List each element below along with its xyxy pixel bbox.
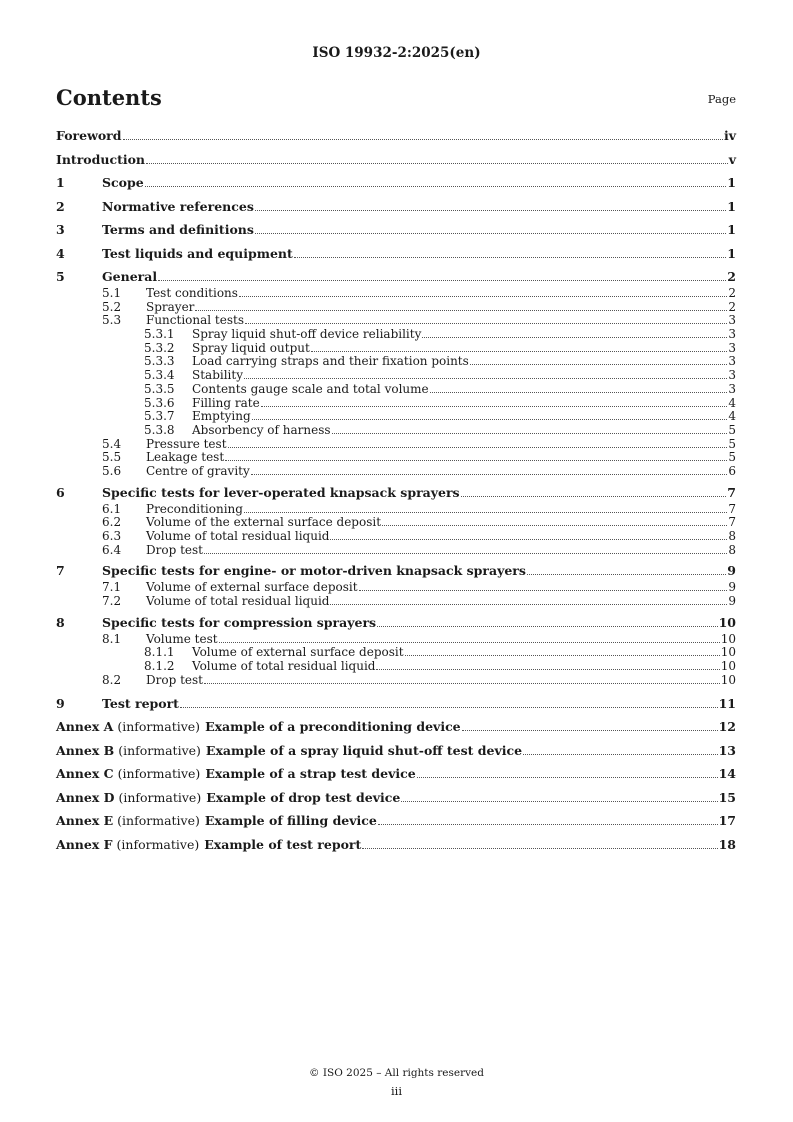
toc-entry-page: 8: [728, 542, 736, 557]
dot-leader: [204, 553, 727, 554]
toc-entry-number: 5.4: [102, 436, 122, 451]
toc-entry-page: 1: [727, 175, 736, 190]
toc-entry-number: 8: [56, 614, 65, 630]
toc-entry-page: 6: [728, 463, 736, 478]
dot-leader: [311, 351, 728, 352]
toc-entry-title: Normative references: [102, 198, 254, 214]
toc-entry-5-4[interactable]: [56, 438, 736, 452]
document-id: ISO 19932-2:2025(en): [312, 45, 481, 61]
toc-entry-5-6[interactable]: [56, 465, 736, 479]
dot-leader: [417, 777, 718, 778]
toc-entry-title: Load carrying straps and their fixation points: [192, 354, 469, 369]
toc-entry-number: 5.3: [102, 313, 122, 328]
toc-entry-number: 5.2: [102, 299, 122, 314]
dot-leader: [251, 474, 728, 475]
toc-entry-number: 5.3.3: [144, 354, 175, 369]
toc-entry-page: 9: [728, 580, 736, 595]
toc-entry-number: 5.3.1: [144, 327, 175, 342]
spacer: [56, 688, 736, 696]
dot-leader: [123, 139, 723, 140]
toc-entry-page: 11: [718, 695, 736, 711]
toc-entry-page: 14: [718, 766, 736, 781]
annex-type: (informative): [117, 766, 201, 781]
dot-leader: [245, 323, 727, 324]
toc-entry-annex-b[interactable]: [56, 743, 736, 767]
toc-entry-title: Foreword: [56, 128, 122, 143]
table-of-contents: [56, 128, 736, 860]
toc-entry-page: 10: [720, 672, 736, 687]
toc-entry-number: 5.3.8: [144, 422, 175, 437]
dot-leader: [145, 186, 727, 187]
dot-leader: [294, 257, 727, 258]
toc-entry-number: 5.3.7: [144, 409, 175, 424]
toc-entry-number: 5: [56, 269, 65, 284]
toc-entry-page: 15: [718, 789, 736, 805]
annex-key: Annex E: [56, 813, 114, 828]
dot-leader: [527, 574, 726, 575]
toc-entry-title: Volume of external surface deposit: [146, 580, 358, 595]
toc-entry-clause-3[interactable]: [56, 222, 736, 246]
toc-entry-title: Example of test report: [204, 836, 362, 852]
page-column-label: Page: [707, 92, 736, 106]
toc-entry-page: 10: [720, 645, 736, 660]
toc-entry-6-4[interactable]: [56, 544, 736, 558]
dot-leader: [204, 683, 720, 684]
dot-leader: [332, 433, 728, 434]
toc-entry-annex-e[interactable]: [56, 813, 736, 837]
dot-leader: [377, 626, 718, 627]
toc-entry-page: 8: [728, 529, 736, 543]
annex-key: Annex A: [56, 719, 114, 734]
toc-entry-5-3-6[interactable]: [56, 397, 736, 411]
toc-entry-title: Test conditions: [146, 286, 238, 300]
toc-entry-title: Example of drop test device: [206, 789, 401, 805]
dot-leader: [462, 730, 718, 731]
toc-entry-title: Introduction: [56, 151, 146, 167]
dot-leader: [219, 642, 720, 643]
toc-entry-number: 7.1: [102, 580, 122, 595]
toc-entry-number: 5.3.2: [144, 340, 175, 355]
toc-entry-foreword[interactable]: [56, 128, 736, 152]
toc-entry-annex-c[interactable]: [56, 766, 736, 790]
toc-entry-8-1-2[interactable]: [56, 660, 736, 674]
toc-entry-number: 5.6: [102, 463, 122, 478]
toc-entry-number: 7: [56, 563, 65, 579]
toc-entry-title: General: [102, 269, 158, 284]
toc-entry-clause-8[interactable]: [56, 615, 736, 633]
toc-entry-title: Contents gauge scale and total volume: [192, 381, 429, 396]
toc-entry-8-2[interactable]: [56, 674, 736, 688]
toc-entry-page: 1: [727, 245, 736, 261]
toc-entry-clause-9[interactable]: [56, 696, 736, 720]
toc-entry-6-1[interactable]: [56, 503, 736, 517]
toc-entry-6-2[interactable]: [56, 516, 736, 530]
toc-entry-7-2[interactable]: [56, 595, 736, 609]
annex-type: (informative): [117, 719, 201, 734]
toc-entry-number: 3: [56, 222, 65, 237]
contents-heading: Contents: [56, 85, 162, 110]
dot-leader: [430, 392, 728, 393]
dot-leader: [401, 801, 717, 802]
dot-leader: [228, 447, 728, 448]
toc-entry-8-1-1[interactable]: [56, 646, 736, 660]
toc-entry-5-3-7[interactable]: [56, 410, 736, 424]
toc-entry-title: Example of a spray liquid shut-off test device: [205, 742, 523, 758]
toc-entry-clause-6[interactable]: [56, 485, 736, 503]
toc-entry-6-3[interactable]: [56, 530, 736, 544]
dot-leader: [158, 280, 726, 281]
toc-entry-title: Pressure test: [146, 436, 227, 451]
toc-entry-title: Volume of total residual liquid: [146, 529, 330, 543]
toc-entry-title: Absorbency of harness: [192, 422, 331, 437]
toc-entry-title: Filling rate: [192, 395, 260, 410]
toc-entry-number: 1: [56, 175, 65, 190]
toc-entry-5-3-2[interactable]: [56, 342, 736, 356]
toc-entry-clause-1[interactable]: [56, 175, 736, 199]
dot-leader: [225, 460, 727, 461]
dot-leader: [461, 496, 727, 497]
dot-leader: [330, 604, 727, 605]
toc-entry-page: iv: [723, 128, 736, 143]
dot-leader: [261, 406, 728, 407]
toc-entry-number: 5.3.6: [144, 395, 175, 410]
toc-entry-annex-d[interactable]: [56, 790, 736, 814]
toc-entry-page: 9: [727, 563, 736, 579]
dot-leader: [470, 364, 728, 365]
toc-entry-title: Specific tests for compression sprayers: [102, 614, 377, 630]
toc-entry-page: 5: [728, 436, 736, 451]
toc-entry-number: 4: [56, 245, 65, 261]
toc-entry-number: 5.5: [102, 450, 122, 465]
toc-entry-number: 7.2: [102, 594, 122, 609]
toc-entry-5-3[interactable]: [56, 314, 736, 328]
dot-leader: [523, 754, 718, 755]
annex-type: (informative): [118, 789, 202, 805]
annex-key: Annex F: [56, 836, 113, 852]
toc-entry-title: Volume of total residual liquid: [192, 659, 376, 674]
toc-entry-title: Volume of the external surface deposit: [146, 515, 382, 530]
dot-leader: [330, 539, 727, 540]
annex-key: Annex C: [56, 766, 114, 781]
toc-entry-page: 7: [727, 484, 736, 500]
toc-entry-clause-7[interactable]: [56, 563, 736, 581]
toc-entry-number: 6.3: [102, 529, 122, 543]
toc-entry-page: 5: [728, 450, 736, 465]
toc-entry-title: Specific tests for lever-operated knapsack sprayers: [102, 484, 460, 500]
dot-leader: [376, 669, 719, 670]
toc-entry-5-1[interactable]: [56, 287, 736, 301]
toc-entry-title: Spray liquid output: [192, 340, 310, 355]
toc-entry-title: Volume of total residual liquid: [146, 594, 330, 609]
toc-entry-title: Test liquids and equipment: [102, 245, 293, 261]
toc-entry-number: 8.1.2: [144, 659, 175, 674]
annex-key: Annex D: [56, 789, 115, 805]
toc-entry-annex-f[interactable]: [56, 837, 736, 861]
toc-entry-number: 5.1: [102, 286, 122, 300]
toc-entry-title: Preconditioning: [146, 501, 243, 516]
toc-entry-page: 4: [728, 409, 736, 424]
toc-entry-5-2[interactable]: [56, 301, 736, 315]
dot-leader: [359, 590, 728, 591]
toc-entry-page: 7: [728, 515, 736, 530]
toc-entry-title: Leakage test: [146, 450, 225, 465]
toc-entry-page: 17: [718, 813, 736, 828]
toc-entry-5-3-8[interactable]: [56, 424, 736, 438]
dot-leader: [239, 296, 727, 297]
toc-entry-page: 2: [728, 286, 736, 300]
annex-type: (informative): [116, 836, 200, 852]
dot-leader: [180, 707, 718, 708]
toc-entry-5-3-4[interactable]: [56, 369, 736, 383]
toc-entry-clause-4[interactable]: [56, 246, 736, 270]
toc-entry-page: 2: [727, 269, 736, 284]
toc-entry-title: Sprayer: [146, 299, 195, 314]
toc-entry-number: 6: [56, 484, 65, 500]
toc-entry-title: Example of a strap test device: [205, 766, 416, 781]
toc-entry-title: Volume of external surface deposit: [192, 645, 404, 660]
toc-entry-page: 4: [728, 395, 736, 410]
toc-entry-title: Centre of gravity: [146, 463, 250, 478]
annex-type: (informative): [118, 742, 201, 758]
annex-key: Annex B: [56, 742, 115, 758]
dot-leader: [252, 419, 728, 420]
dot-leader: [244, 378, 727, 379]
dot-leader: [382, 525, 727, 526]
toc-entry-title: Drop test: [146, 542, 203, 557]
dot-leader: [195, 310, 727, 311]
toc-entry-clause-2[interactable]: [56, 199, 736, 223]
toc-entry-number: 6.4: [102, 542, 122, 557]
dot-leader: [378, 824, 718, 825]
toc-entry-number: 5.3.5: [144, 381, 175, 396]
toc-entry-title: Emptying: [192, 409, 251, 424]
toc-entry-title: Functional tests: [146, 313, 244, 328]
toc-entry-number: 8.2: [102, 672, 122, 687]
toc-entry-5-5[interactable]: [56, 451, 736, 465]
toc-entry-page: 3: [728, 354, 736, 369]
page-number: iii: [390, 1084, 403, 1098]
toc-entry-5-3-5[interactable]: [56, 383, 736, 397]
toc-entry-annex-a[interactable]: [56, 719, 736, 743]
toc-entry-number: 6.2: [102, 515, 122, 530]
toc-entry-title: Test report: [102, 695, 179, 711]
toc-entry-number: 5.3.4: [144, 368, 175, 383]
toc-entry-page: v: [728, 151, 736, 167]
toc-entry-page: 2: [728, 299, 736, 314]
toc-entry-title: Specific tests for engine- or motor-driven knapsack sprayers: [102, 563, 526, 579]
toc-entry-page: 3: [728, 327, 736, 342]
copyright-notice: © ISO 2025 – All rights reserved: [309, 1067, 484, 1079]
toc-entry-page: 18: [718, 836, 736, 852]
toc-entry-page: 5: [728, 422, 736, 437]
toc-entry-number: 9: [56, 695, 65, 711]
toc-entry-page: 13: [718, 742, 736, 758]
dot-leader: [244, 512, 727, 513]
toc-entry-title: Example of filling device: [204, 813, 377, 828]
toc-entry-page: 10: [720, 631, 736, 646]
toc-entry-title: Volume test: [146, 631, 218, 646]
toc-entry-title: Example of a preconditioning device: [205, 719, 461, 734]
annex-type: (informative): [117, 813, 200, 828]
toc-entry-page: 3: [728, 340, 736, 355]
dot-leader: [422, 337, 727, 338]
toc-entry-page: 7: [728, 501, 736, 516]
toc-entry-5-3-1[interactable]: [56, 328, 736, 342]
dot-leader: [146, 163, 728, 164]
toc-entry-page: 9: [728, 594, 736, 609]
dot-leader: [405, 655, 720, 656]
toc-entry-page: 3: [728, 368, 736, 383]
toc-entry-page: 12: [718, 719, 736, 734]
dot-leader: [255, 233, 726, 234]
toc-entry-8-1[interactable]: [56, 633, 736, 647]
toc-entry-clause-5[interactable]: [56, 269, 736, 287]
toc-entry-number: 8.1.1: [144, 645, 175, 660]
toc-entry-page: 1: [727, 198, 736, 214]
dot-leader: [362, 848, 717, 849]
toc-entry-7-1[interactable]: [56, 581, 736, 595]
toc-entry-title: Scope: [102, 175, 144, 190]
toc-entry-page: 10: [718, 614, 736, 630]
toc-entry-page: 10: [720, 659, 736, 674]
toc-entry-number: 8.1: [102, 631, 122, 646]
dot-leader: [255, 210, 726, 211]
toc-entry-title: Stability: [192, 368, 243, 383]
toc-entry-title: Spray liquid shut-off device reliability: [192, 327, 422, 342]
toc-entry-title: Drop test: [146, 672, 203, 687]
toc-entry-number: 6.1: [102, 501, 122, 516]
toc-entry-page: 1: [727, 222, 736, 237]
toc-entry-5-3-3[interactable]: [56, 355, 736, 369]
toc-entry-page: 3: [728, 381, 736, 396]
toc-entry-page: 3: [728, 313, 736, 328]
toc-entry-introduction[interactable]: [56, 152, 736, 176]
toc-entry-title: Terms and definitions: [102, 222, 254, 237]
toc-entry-number: 2: [56, 198, 65, 214]
